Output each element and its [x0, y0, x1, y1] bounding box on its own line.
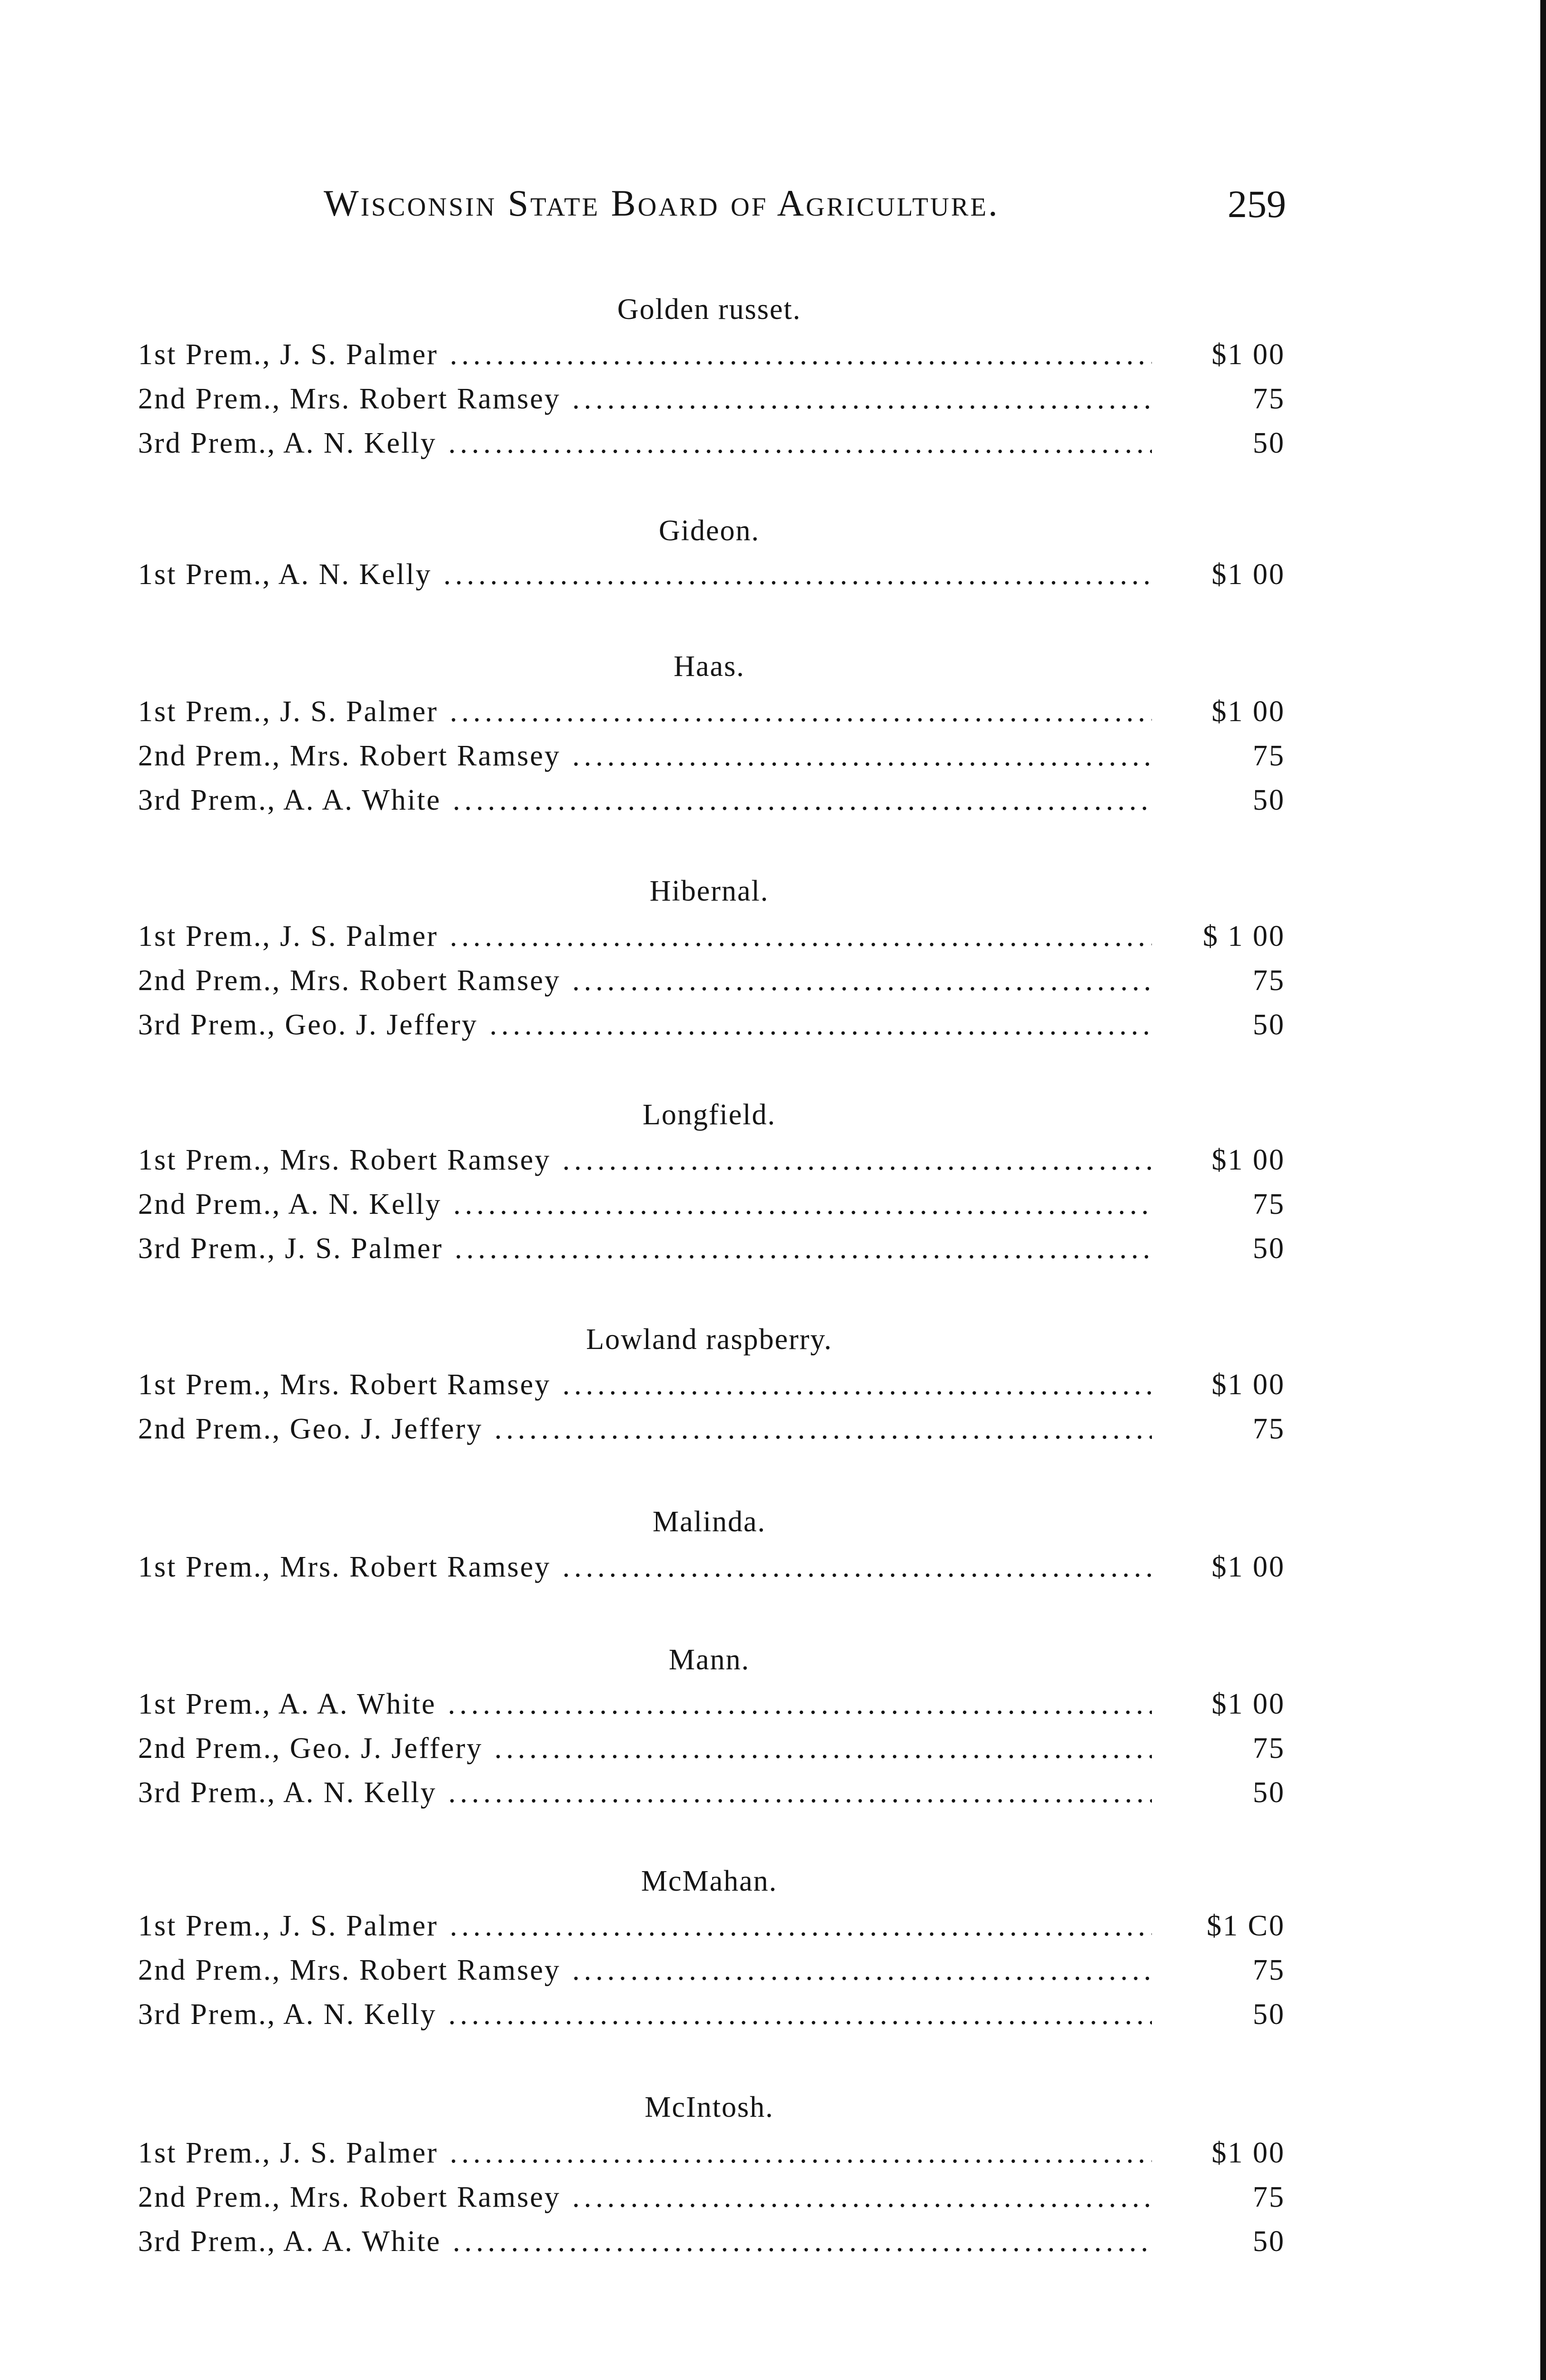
entry-amount: $1 00 — [1211, 1368, 1285, 1401]
premium-entry — [138, 1232, 1285, 1273]
entry-amount: 75 — [1253, 1188, 1285, 1220]
premium-entry — [138, 1143, 1285, 1184]
premium-entry — [138, 783, 1285, 824]
entry-label: 1st Prem., J. S. Palmer ..... — [138, 1909, 1152, 1943]
premium-entry — [138, 739, 1285, 780]
entry-amount: 50 — [1253, 1776, 1285, 1809]
entry-label: 1st Prem., A. A. White ..... — [138, 1687, 1152, 1721]
entry-label: 1st Prem., J. S. Palmer ..... — [138, 338, 1152, 372]
entry-label: 1st Prem., Mrs. Robert Ramsey ..... — [138, 1550, 1152, 1584]
premium-entry — [138, 426, 1285, 467]
entry-label: 2nd Prem., Geo. J. Jeffery ..... — [138, 1412, 1152, 1446]
premium-entry — [138, 1188, 1285, 1229]
premium-entry — [138, 1998, 1285, 2039]
entry-amount: $1 00 — [1211, 2137, 1285, 2169]
entry-amount: 50 — [1253, 1998, 1285, 2031]
premium-entry — [138, 1687, 1285, 1728]
entry-amount: $1 00 — [1211, 1144, 1285, 1176]
premium-entry — [138, 964, 1285, 1005]
entry-amount: 75 — [1253, 383, 1285, 415]
entry-amount: 50 — [1253, 1232, 1285, 1265]
premium-entry — [138, 1412, 1285, 1453]
entry-label: 3rd Prem., A. N. Kelly ..... — [138, 1776, 1152, 1810]
entry-amount: 50 — [1253, 1009, 1285, 1041]
entry-amount: $1 00 — [1211, 1688, 1285, 1720]
entry-label: 2nd Prem., Mrs. Robert Ramsey ..... — [138, 1954, 1152, 1987]
entry-amount: $1 00 — [1211, 558, 1285, 591]
entry-amount: 75 — [1253, 740, 1285, 772]
entry-amount: $1 00 — [1211, 695, 1285, 728]
section-heading: McIntosh. — [644, 2091, 774, 2123]
entry-label: 1st Prem., J. S. Palmer ..... — [138, 2136, 1152, 2170]
entry-label: 2nd Prem., Mrs. Robert Ramsey ..... — [138, 2181, 1152, 2214]
premium-entry — [138, 382, 1285, 423]
entry-label: 2nd Prem., A. N. Kelly ..... — [138, 1188, 1152, 1221]
entry-label: 2nd Prem., Geo. J. Jeffery ..... — [138, 1732, 1152, 1765]
section-heading: Longfield. — [643, 1099, 776, 1131]
section-heading: Lowland raspberry. — [586, 1323, 832, 1356]
premium-entry — [138, 1732, 1285, 1773]
entry-amount: 75 — [1253, 964, 1285, 997]
premium-entry — [138, 920, 1285, 961]
section-heading: McMahan. — [641, 1865, 778, 1897]
entry-label: 1st Prem., Mrs. Robert Ramsey ..... — [138, 1143, 1152, 1177]
premium-entry — [138, 2181, 1285, 2221]
entry-amount: 75 — [1253, 1954, 1285, 1986]
premium-entry — [138, 2136, 1285, 2177]
section-heading: Haas. — [674, 650, 745, 683]
entry-amount: 50 — [1253, 427, 1285, 459]
running-head-title: Wisconsin State Board of Agriculture. — [324, 182, 1000, 224]
premium-entry — [138, 1550, 1285, 1591]
entry-amount: $1 00 — [1211, 1551, 1285, 1583]
entry-amount: $1 C0 — [1207, 1910, 1285, 1942]
entry-label: 1st Prem., J. S. Palmer ..... — [138, 920, 1152, 953]
entry-label: 2nd Prem., Mrs. Robert Ramsey ..... — [138, 382, 1152, 416]
premium-entry — [138, 1008, 1285, 1049]
entry-label: 3rd Prem., J. S. Palmer ..... — [138, 1232, 1152, 1266]
entry-label: 2nd Prem., Mrs. Robert Ramsey ..... — [138, 964, 1152, 998]
premium-entry — [138, 2225, 1285, 2266]
section-heading: Malinda. — [652, 1506, 766, 1538]
entry-amount: 50 — [1253, 2225, 1285, 2258]
premium-entry — [138, 1954, 1285, 1994]
entry-amount: 75 — [1253, 1732, 1285, 1765]
entry-amount: 75 — [1253, 1413, 1285, 1445]
entry-label: 3rd Prem., A. A. White ..... — [138, 783, 1152, 817]
entry-amount: $1 00 — [1211, 338, 1285, 371]
entry-amount: 50 — [1253, 784, 1285, 816]
premium-entry — [138, 558, 1285, 599]
premium-entry — [138, 338, 1285, 379]
page-number: 259 — [1228, 182, 1286, 226]
entry-label: 2nd Prem., Mrs. Robert Ramsey ..... — [138, 739, 1152, 773]
entry-amount: 75 — [1253, 2181, 1285, 2213]
entry-label: 1st Prem., A. N. Kelly ..... — [138, 558, 1152, 592]
entry-label: 1st Prem., Mrs. Robert Ramsey ..... — [138, 1368, 1152, 1402]
entry-amount: $ 1 00 — [1203, 920, 1285, 952]
premium-entry — [138, 1776, 1285, 1817]
entry-label: 3rd Prem., A. N. Kelly ..... — [138, 1998, 1152, 2032]
premium-entry — [138, 1368, 1285, 1409]
entry-label: 1st Prem., J. S. Palmer ..... — [138, 695, 1152, 729]
section-heading: Mann. — [668, 1644, 750, 1676]
premium-entry — [138, 1909, 1285, 1950]
premium-entry — [138, 695, 1285, 736]
entry-label: 3rd Prem., A. A. White ..... — [138, 2225, 1152, 2259]
page-edge-right — [1540, 0, 1546, 2380]
section-heading: Gideon. — [658, 515, 760, 547]
section-heading: Hibernal. — [649, 875, 769, 907]
entry-label: 3rd Prem., Geo. J. Jeffery ..... — [138, 1008, 1152, 1042]
entry-label: 3rd Prem., A. N. Kelly ..... — [138, 426, 1152, 460]
section-heading: Golden russet. — [617, 293, 802, 326]
